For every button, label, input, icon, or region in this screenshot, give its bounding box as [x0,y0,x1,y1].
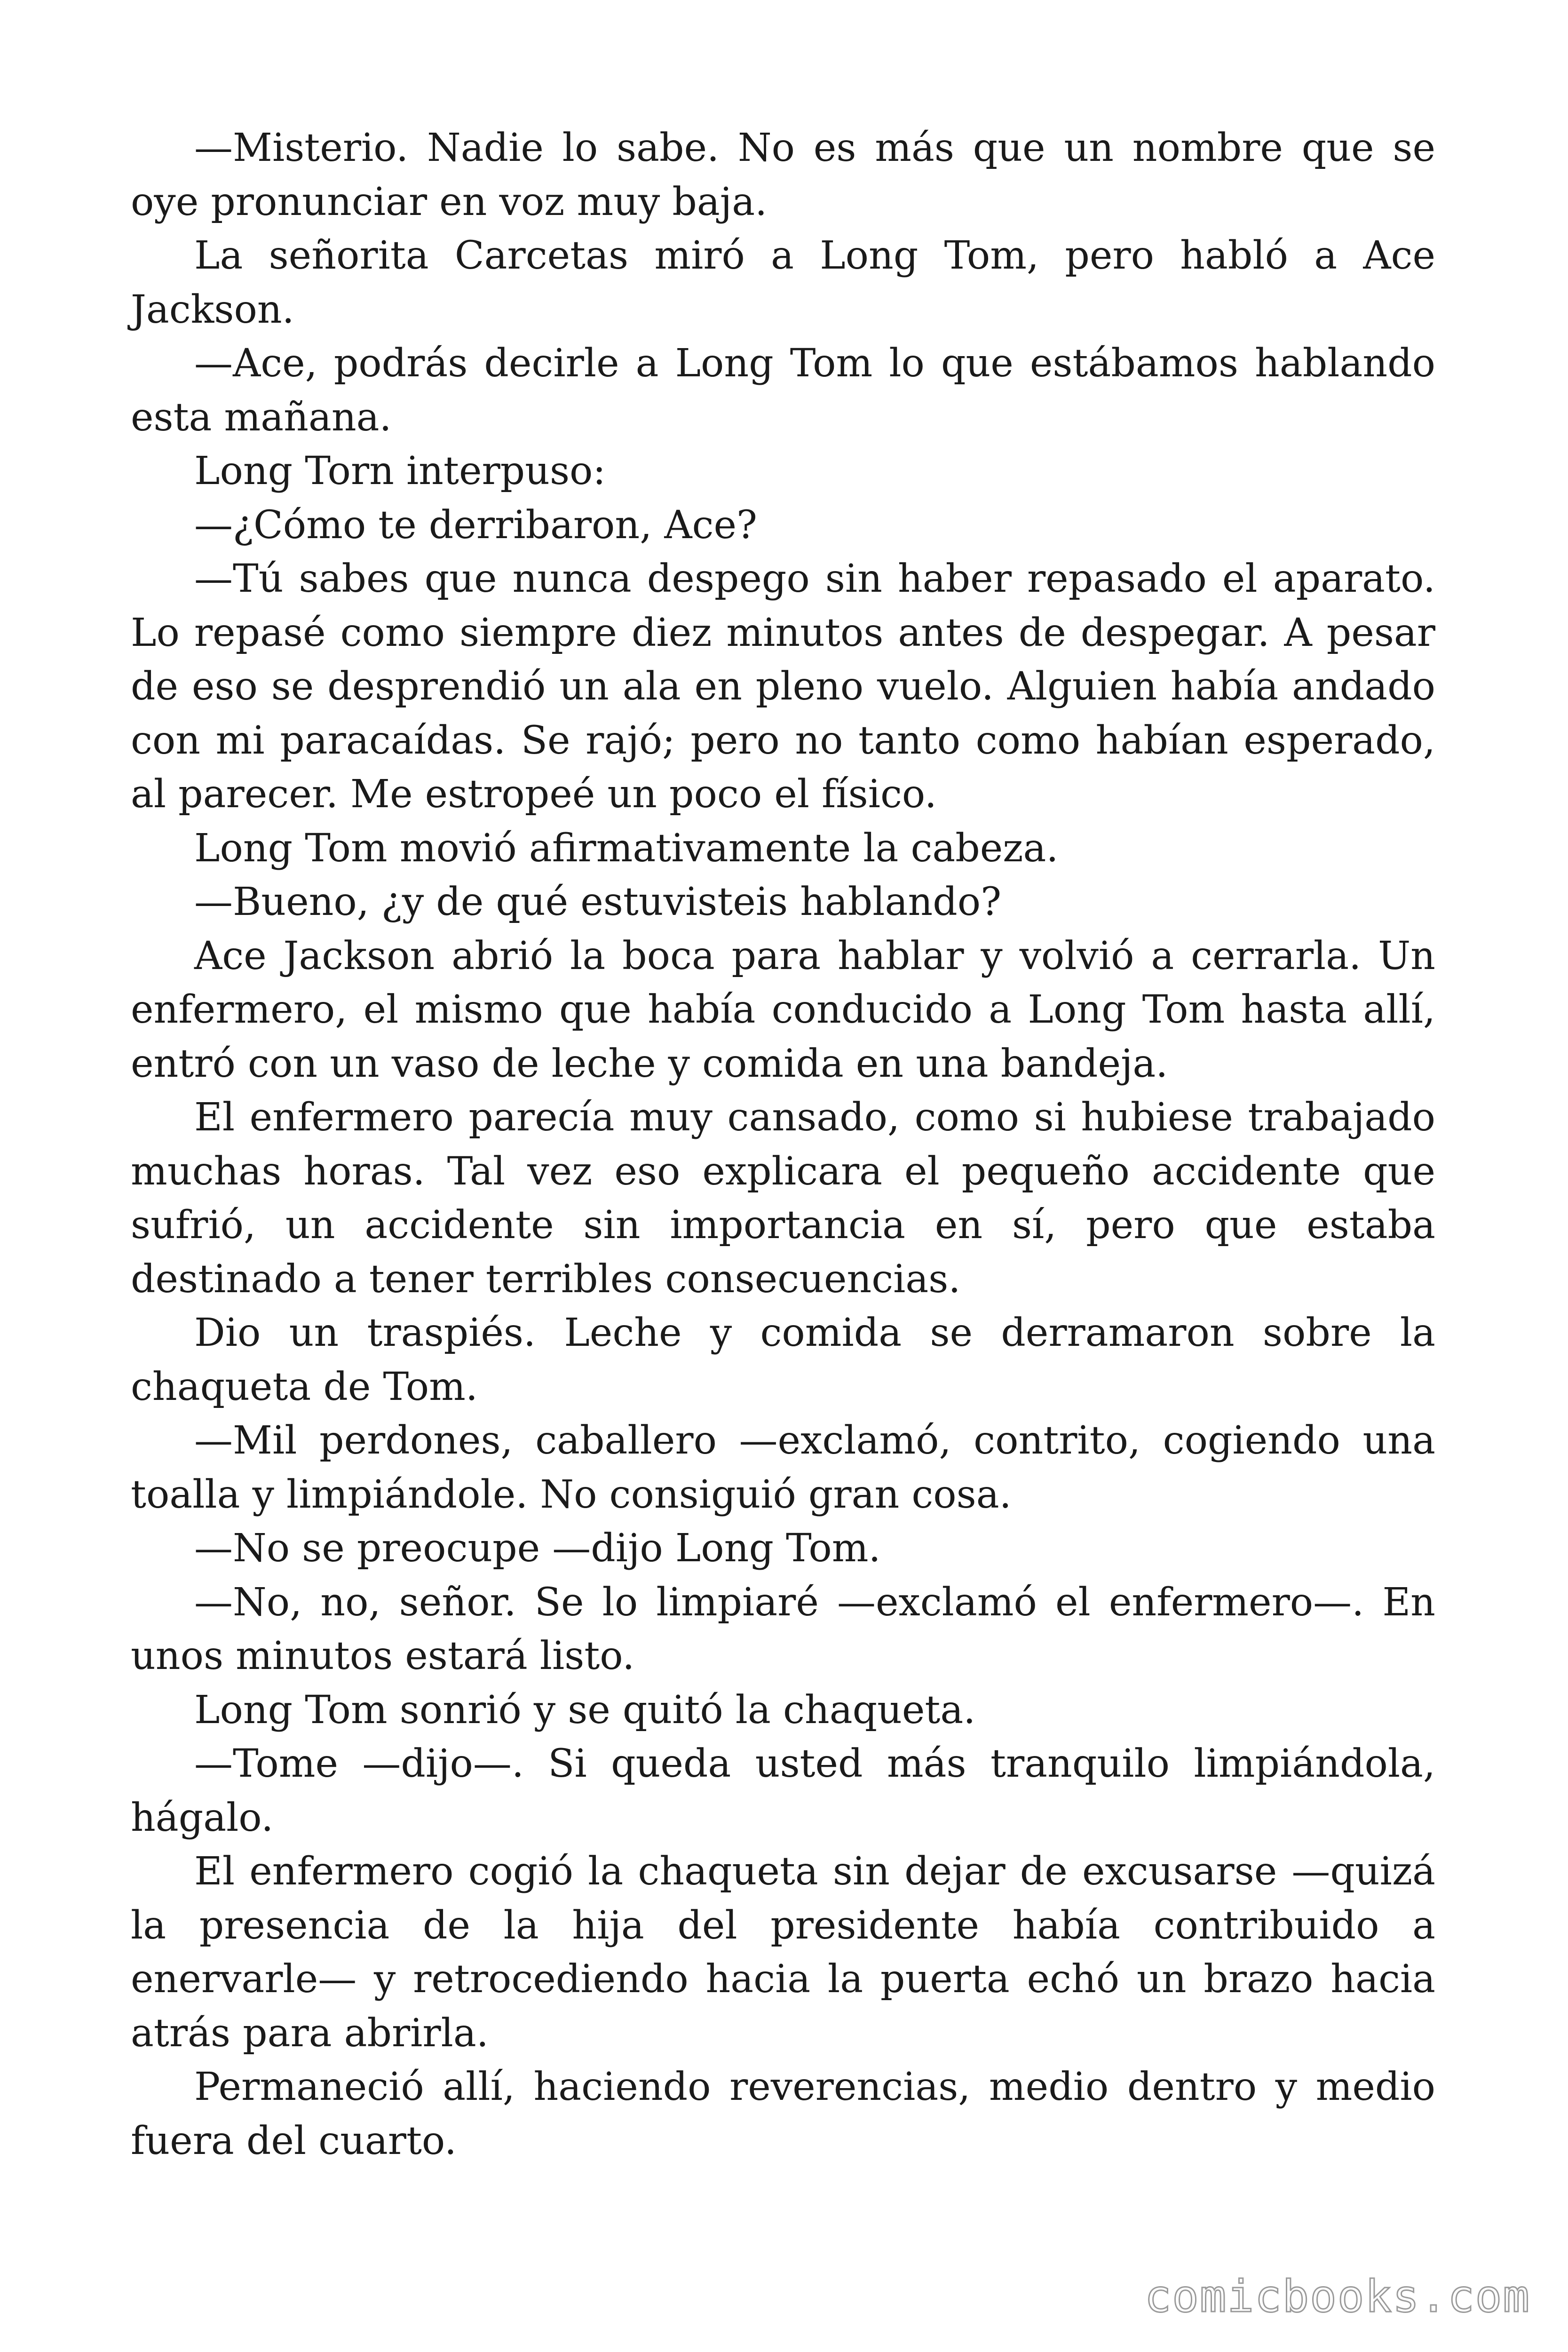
paragraph: —No, no, señor. Se lo limpiaré —exclamó el enfermero—. En unos minutos estará listo. [131,1580,1435,1678]
paragraph: —Bueno, ¿y de qué estuvisteis hablando? [194,880,1002,924]
paragraph: Long Tom movió afirmativamente la cabeza. [194,826,1059,871]
body-text [131,121,1435,2168]
paragraph: —Tú sabes que nunca despego sin haber repasado el aparato. Lo repasé como siempre diez minutos antes de despegar. A pesar de eso se desprendió un ala en pleno vuelo. Alguien había andado con mi paracaídas. Se rajó; pero no tanto como habían esperado, al parecer. Me estropeé un poco el físico. [131,556,1435,817]
paragraph: —Mil perdones, caballero —exclamó, contrito, cogiendo una toalla y limpiándole. No consiguió gran cosa. [131,1418,1435,1517]
paragraph: Long Torn interpuso: [194,449,606,493]
paragraph: La señorita Carcetas miró a Long Tom, pero habló a Ace Jackson. [131,233,1435,332]
paragraph: —Tome —dijo—. Si queda usted más tranquilo limpiándola, hágalo. [131,1741,1435,1840]
paragraph: El enfermero parecía muy cansado, como si hubiese trabajado muchas horas. Tal vez eso explicara el pequeño accidente que sufrió, un accidente sin importancia en sí, pero que estaba destinado a tener terribles consecuencias. [131,1095,1435,1302]
paragraph: El enfermero cogió la chaqueta sin dejar de excusarse —quizá la presencia de la hija del presidente había contribuido a enervarle— y retrocediendo hacia la puerta echó un brazo hacia atrás para abrirla. [131,1849,1435,2056]
paragraph: —No se preocupe —dijo Long Tom. [194,1526,881,1571]
paragraph: —¿Cómo te derribaron, Ace? [194,502,757,548]
paragraph: Long Tom sonrió y se quitó la chaqueta. [194,1687,976,1732]
paragraph: —Misterio. Nadie lo sabe. No es más que un nombre que se oye pronunciar en voz muy baja. [131,126,1435,224]
paragraph: —Ace, podrás decirle a Long Tom lo que estábamos hablando esta mañana. [131,341,1435,440]
watermark-text: comicbooks.com [1144,2271,1530,2322]
paragraph: Dio un traspiés. Leche y comida se derramaron sobre la chaqueta de Tom. [131,1311,1435,1409]
paragraph: Ace Jackson abrió la boca para hablar y volvió a cerrarla. Un enfermero, el mismo que había conducido a Long Tom hasta allí, entró con un vaso de leche y comida en una bandeja. [131,933,1435,1086]
paragraph: Permaneció allí, haciendo reverencias, medio dentro y medio fuera del cuarto. [131,2065,1435,2163]
